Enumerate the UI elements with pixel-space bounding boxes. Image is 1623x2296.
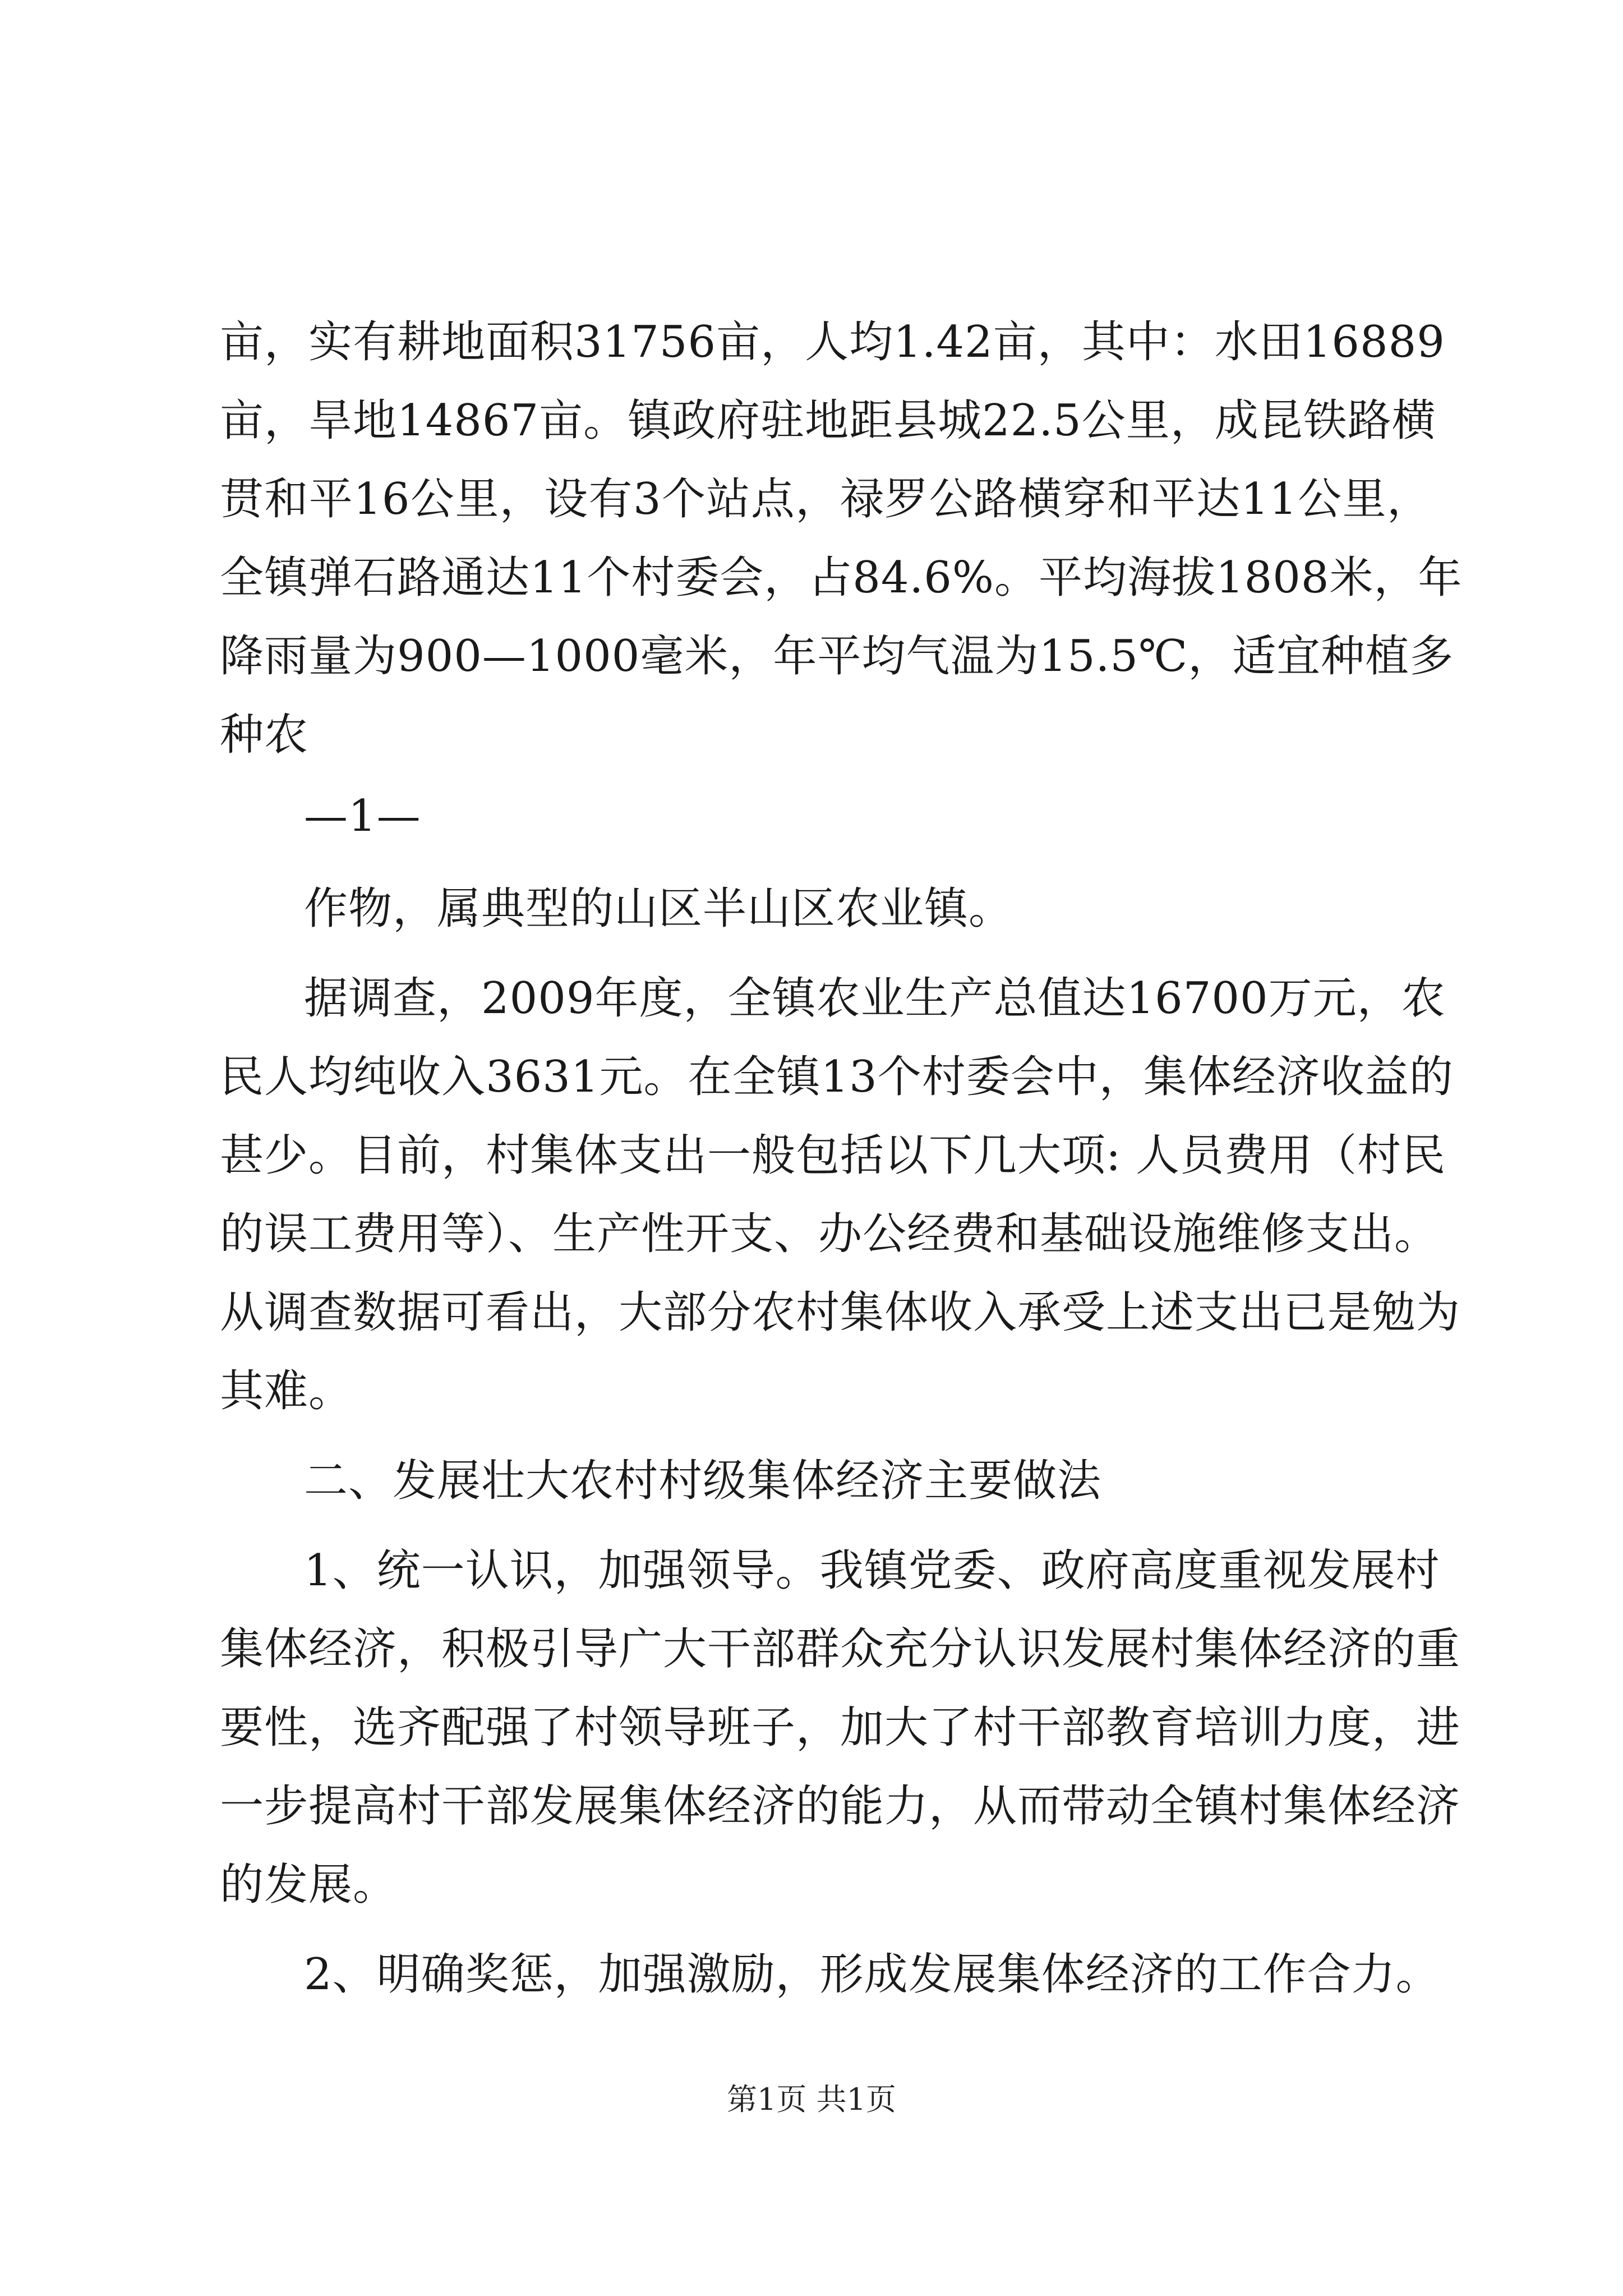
text-line-11: 甚少。目前，村集体支出一般包括以下几大项: 人员费用（村民 — [220, 1130, 1446, 1181]
text-line-9: 据调查，2009年度，全镇农业生产总值达16700万元，农 — [304, 973, 1446, 1024]
text-line-1: 亩，实有耕地面积31756亩，人均1.42亩，其中：水田16889 — [220, 317, 1445, 367]
text-line-6: 种农 — [220, 710, 309, 760]
text-line-10: 民人均纯收入3631元。在全镇13个村委会中，集体经济收益的 — [220, 1052, 1454, 1102]
text-line-14: 其难。 — [220, 1366, 353, 1416]
text-line-3: 贯和平16公里，设有3个站点，禄罗公路横穿和平达11公里， — [220, 474, 1431, 524]
page-marker: —1— — [304, 791, 421, 841]
text-line-4: 全镇弹石路通达11个村委会，占84.6%。平均海拔1808米，年 — [220, 553, 1463, 603]
page-footer: 第1页 共1页 — [727, 2082, 896, 2117]
text-line-19: 一步提高村干部发展集体经济的能力，从而带动全镇村集体经济 — [220, 1781, 1461, 1832]
text-line-21: 2、明确奖惩，加强激励，形成发展集体经济的工作合力。 — [304, 1949, 1440, 2000]
text-line-16: 1、统一认识，加强领导。我镇党委、政府高度重视发展村 — [304, 1545, 1440, 1596]
text-line-17: 集体经济，积极引导广大干部群众充分认识发展村集体经济的重 — [220, 1624, 1461, 1674]
text-line-18: 要性，选齐配强了村领导班子，加大了村干部教育培训力度，进 — [220, 1703, 1461, 1753]
text-line-5: 降雨量为900—1000毫米，年平均气温为15.5℃，适宜种植多 — [220, 631, 1454, 682]
text-line-13: 从调查数据可看出，大部分农村集体收入承受上述支出已是勉为 — [220, 1287, 1461, 1338]
section-heading: 二、发展壮大农村村级集体经济主要做法 — [304, 1456, 1102, 1506]
text-line-2: 亩，旱地14867亩。镇政府驻地距县城22.5公里，成昆铁路横 — [220, 395, 1436, 446]
text-line-12: 的误工费用等）、生产性开支、办公经费和基础设施维修支出。 — [220, 1209, 1439, 1259]
text-line-8: 作物，属典型的山区半山区农业镇。 — [304, 884, 1013, 934]
text-line-20: 的发展。 — [220, 1860, 398, 1910]
